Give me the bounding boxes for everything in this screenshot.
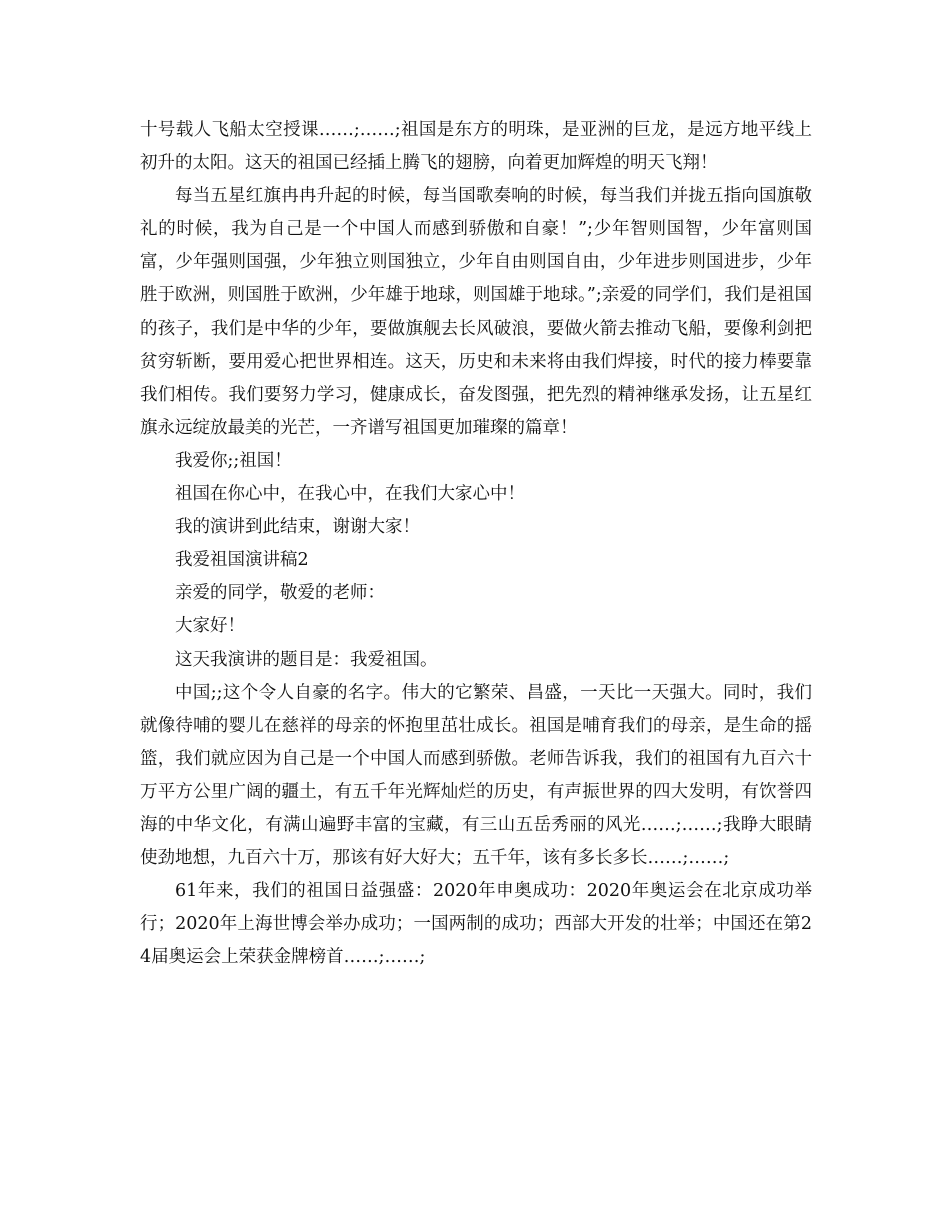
paragraph-10: 中国;;这个令人自豪的名字。伟大的它繁荣、昌盛，一天比一天强大。同时，我们就像待哺的婴儿在慈祥的母亲的怀抱里茁壮成长。祖国是哺育我们的母亲，是生命的摇篮，我们就应因为自己是一个中国人而感到骄傲。老师告诉我，我们的祖国有九百六十万平方公里广阔的疆土，有五千年光辉灿烂的历史，有声振世界的四大发明，有饮誉四海的中华文化，有满山遍野丰富的宝藏，有三山五岳秀丽的风光……;……;我睁大眼睛使劲地想，九百六十万，那该有好大好大；五千年，该有多长多长……;……;	[140, 682, 812, 869]
salutation: 亲爱的同学，敬爱的老师：	[175, 583, 385, 604]
paragraph-3: 我爱你;;祖国！	[175, 450, 292, 471]
paragraph-1: 十号载人飞船太空授课……;……;祖国是东方的明珠，是亚洲的巨龙，是远方地平线上初升的太阳。这天的祖国已经插上腾飞的翅膀，向着更加辉煌的明天飞翔！	[140, 120, 812, 174]
paragraph-4: 祖国在你心中，在我心中，在我们大家心中！	[175, 484, 525, 505]
section-heading: 我爱祖国演讲稿2	[175, 550, 309, 571]
speech-topic: 这天我演讲的题目是：我爱祖国。	[175, 649, 438, 670]
greeting: 大家好！	[175, 616, 245, 637]
paragraph-11: 61年来，我们的祖国日益强盛：2020年申奥成功：2020年奥运会在北京成功举行；2020年上海世博会举办成功；一国两制的成功；西部大开发的壮举；中国还在第24届奥运会上荣获金牌榜首……;……;	[140, 881, 812, 968]
paragraph-5: 我的演讲到此结束，谢谢大家！	[175, 517, 420, 538]
paragraph-2: 每当五星红旗冉冉升起的时候，每当国歌奏响的时候，每当我们并拢五指向国旗敬礼的时候，我为自己是一个中国人而感到骄傲和自豪！”;少年智则国智，少年富则国富，少年强则国强，少年独立则国独立，少年自由则国自由，少年进步则国进步，少年胜于欧洲，则国胜于欧洲，少年雄于地球，则国雄于地球。”;亲爱的同学们，我们是祖国的孩子，我们是中华的少年，要做旗舰去长风破浪，要做火箭去推动飞船，要像利剑把贫穷斩断，要用爱心把世界相连。这天，历史和未来将由我们焊接，时代的接力棒要靠我们相传。我们要努力学习，健康成长，奋发图强，把先烈的精神继承发扬，让五星红旗永远绽放最美的光芒，一齐谱写祖国更加璀璨的篇章！	[140, 186, 812, 438]
document-body	[140, 114, 812, 974]
